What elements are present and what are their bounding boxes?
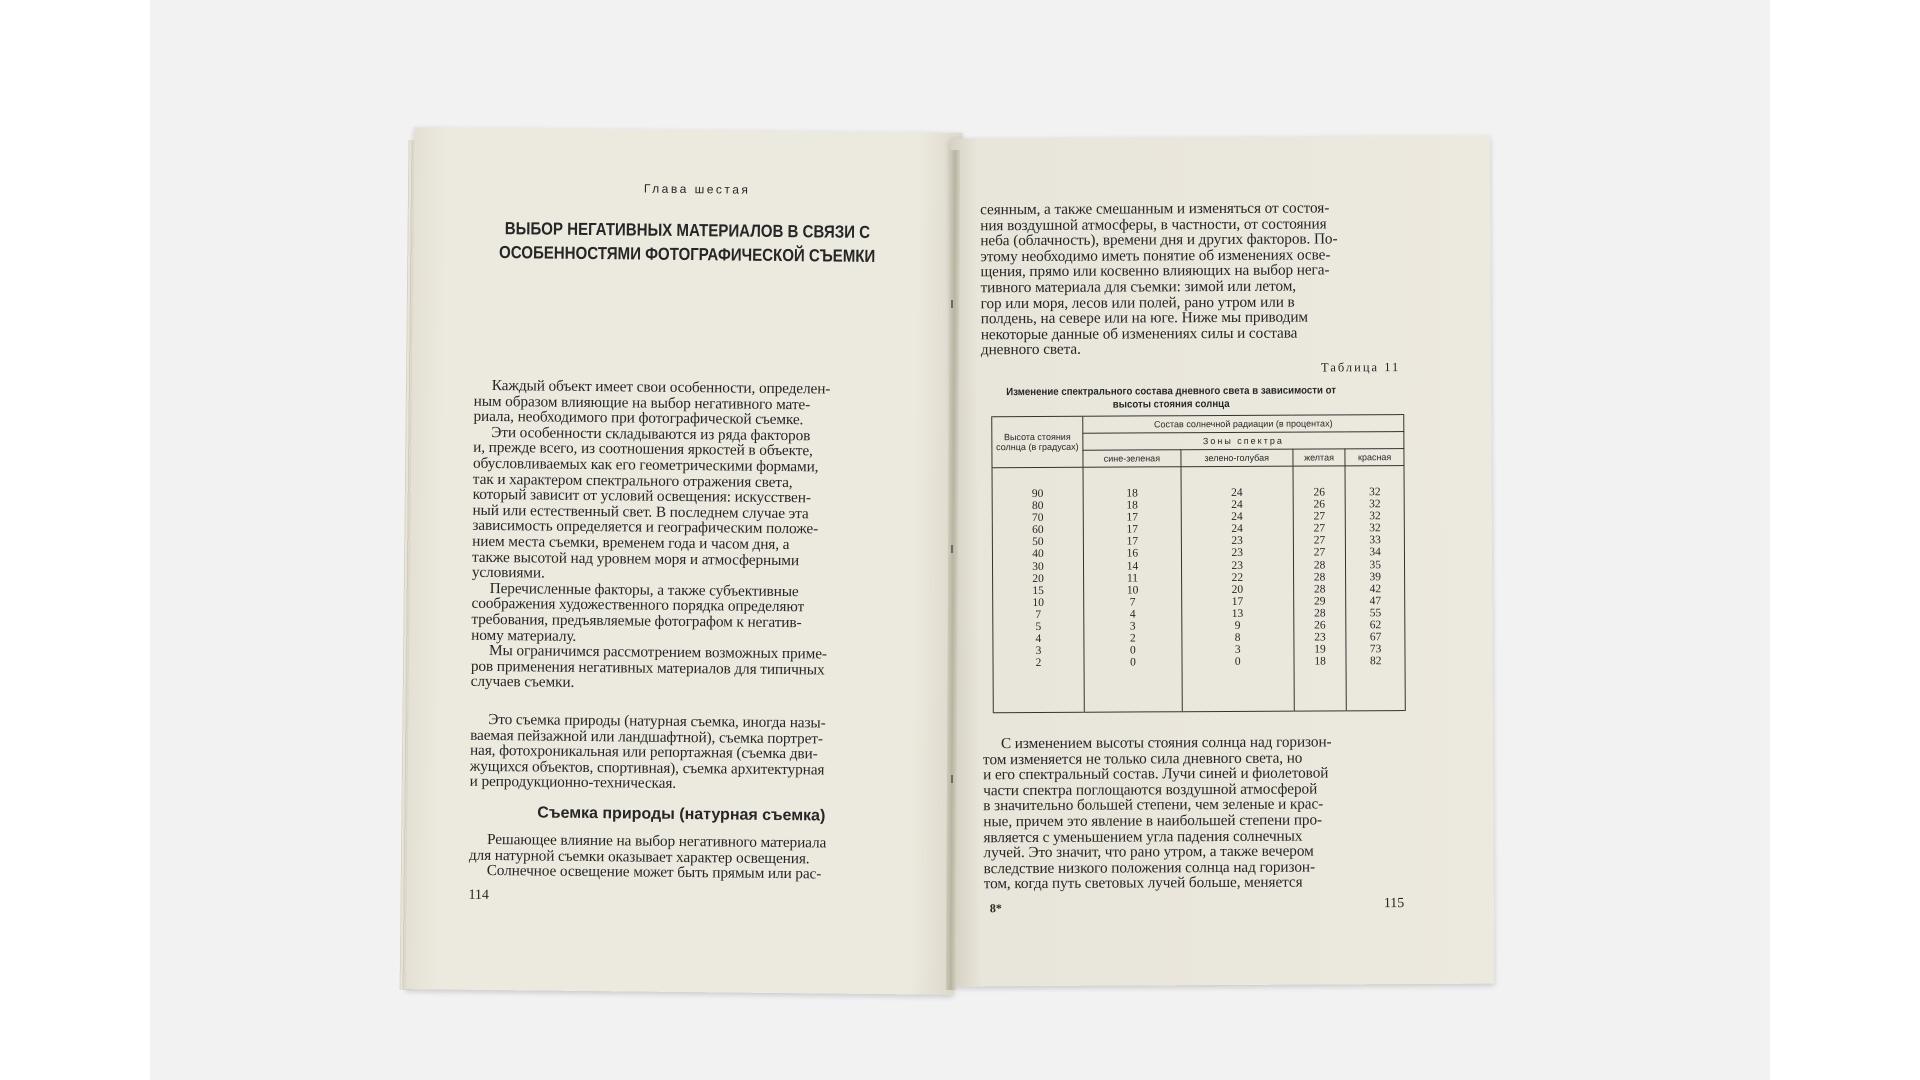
text-line: дневного света. — [980, 341, 1081, 359]
chapter-title: ВЫБОР НЕГАТИВНЫХ МАТЕРИАЛОВ В СВЯЗИ С ОСОБЕННОСТЯМИ ФОТОГРАФИЧЕСКОЙ СЪЕМКИ — [498, 218, 876, 266]
table-col-header: красная — [1345, 449, 1404, 466]
text-line: Эти особенности складываются из ряда факторов — [491, 423, 811, 445]
text-line: в значительно большей степени, чем зеленые и крас- — [983, 795, 1324, 815]
text-line: жущихся объектов, спортивная), съемка архитектурная — [469, 757, 825, 779]
text-line: ный или естественный свет. В последнем случае эта — [472, 501, 809, 523]
table-col-header: сине-зеленая — [1083, 450, 1181, 468]
text-line: этому необходимо иметь понятие об изменениях осве- — [980, 246, 1331, 266]
text-line: Каждый объект имеет свои особенности, определен- — [491, 376, 831, 398]
binding-stitch — [951, 545, 953, 553]
text-line: и, прежде всего, из соотношения яркостей в объекте, — [473, 439, 813, 460]
text-line: ров применения негативных материалов для типичных — [470, 657, 825, 679]
text-line: соображения художественного порядка определяют — [471, 595, 805, 616]
text-line: сеянным, а также смешанным и изменяться от состоя- — [980, 199, 1330, 219]
text-line: обусловливаемых как его геометрическими формами, — [472, 454, 819, 476]
text-line: ваемая пейзажной или ландшафтной), съемка портрет- — [470, 726, 823, 748]
signature-mark: 8* — [989, 901, 1002, 916]
page-number: 115 — [1383, 896, 1405, 912]
text-line: требования, предъявляемые фотографом к негатив- — [471, 610, 802, 632]
section-heading: Съемка природы (натурная съемка) — [537, 804, 826, 825]
text-line: ния воздушной атмосферы, в частности, от состояния — [980, 215, 1327, 234]
text-line: условиями. — [471, 563, 545, 582]
text-line: нием места съемки, временем года и часом дня, а — [472, 532, 790, 554]
left-page — [406, 127, 963, 995]
table-header-height: Высота стояния солнца (в градусах) — [992, 416, 1083, 467]
text-line: который зависит от условий освещения: искусствен- — [472, 485, 811, 507]
text-line: ному материалу. — [471, 626, 577, 645]
table-column-blue-green: 18 18 17 17 17 16 14 11 10 7 4 3 2 0 0 — [1083, 467, 1182, 713]
text-line: вследствие низкого положения солнца над горизон- — [983, 858, 1315, 878]
text-line: и репродукционно-техническая. — [469, 773, 677, 793]
text-line: неба (облачность), времени дня и других факторов. По- — [980, 230, 1338, 250]
text-line: случаев съемки. — [470, 673, 575, 692]
text-line: С изменением высоты стояния солнца над горизон- — [1000, 733, 1332, 753]
table-col-header: зелено-голубая — [1181, 449, 1293, 467]
page-number: 114 — [468, 887, 490, 903]
text-line: тивного материала для съемки: зимой или летом, — [980, 277, 1297, 297]
text-line: некоторые данные об изменениях силы и состава — [980, 324, 1298, 344]
left-body-text-2 — [470, 712, 826, 794]
table-column-green-blue: 24 24 24 24 23 23 23 22 20 17 13 9 8 3 0 — [1181, 466, 1294, 712]
text-line: том, когда путь световых лучей больше, меняется — [983, 873, 1303, 893]
text-line: ная, фотохроникальная или репортажная (съемка дви- — [469, 741, 818, 763]
table-column-red: 32 32 32 32 33 34 35 39 42 47 55 62 67 73 82 — [1345, 466, 1405, 711]
right-page — [950, 136, 1494, 987]
text-line: гор или моря, лесов или полей, рано утром или в — [980, 293, 1295, 312]
table-column-heights: 90 80 70 60 50 40 30 20 15 10 7 5 4 3 2 — [992, 467, 1084, 712]
text-line: том изменяется не только сила дневного света, но — [982, 749, 1303, 768]
left-body-text — [471, 378, 831, 694]
text-line: Решающее влияние на выбор негативного материала — [486, 830, 827, 852]
text-line: Солнечное освещение может быть прямым или рас- — [486, 862, 822, 883]
right-body-text — [980, 200, 1338, 358]
text-line: части спектра поглощаются воздушной атмосферой — [983, 780, 1318, 800]
text-line: Мы ограничимся рассмотрением возможных приме- — [488, 642, 828, 663]
text-line: ным образом влияющие на выбор негативного мате- — [473, 392, 811, 413]
table-caption: Изменение спектрального состава дневного света в зависимости от высоты стояния солнца — [1006, 384, 1337, 411]
text-line: является с уменьшением угла падения солнечных — [983, 827, 1303, 846]
binding-stitch — [951, 300, 953, 308]
text-line: для натурной съемки оказывает характер освещения. — [468, 846, 810, 867]
text-line: также высотой над уровнем моря и атмосферными — [471, 548, 800, 569]
text-line: лучей. Это значит, что рано утром, а также вечером — [983, 842, 1314, 862]
table-label: Таблица 11 — [1320, 360, 1401, 375]
right-body-text-2 — [983, 734, 1332, 892]
text-line: так и характером спектрального отражения света, — [472, 470, 793, 491]
table-sub-header: Зоны спектра — [1083, 432, 1404, 451]
text-line: ные, причем это явление в наибольшей степени про- — [983, 811, 1323, 831]
text-line: зависимость определяется и географическим положе- — [472, 517, 819, 538]
table-col-header: желтая — [1293, 449, 1346, 466]
chapter-label: Глава шестая — [643, 181, 751, 197]
text-line: Перечисленные факторы, а также субъективные — [489, 579, 799, 600]
left-body-text-3 — [469, 832, 827, 883]
binding-stitch — [951, 775, 953, 783]
table-group-header: Состав солнечной радиации (в процентах) — [1083, 415, 1404, 434]
text-line: и его спектральный состав. Лучи синей и фиолетовой — [983, 764, 1329, 784]
text-line: щения, прямо или косвенно влияющих на выбор нега- — [980, 261, 1330, 281]
spectral-table — [991, 414, 1406, 713]
table-column-yellow: 26 26 27 27 27 27 28 28 28 29 28 26 23 19 18 — [1293, 466, 1347, 711]
text-line: полдень, на севере или на юге. Ниже мы приводим — [980, 308, 1309, 328]
text-line: риала, необходимого при фотографической съемке. — [473, 407, 804, 429]
text-line: Это съемка природы (натурная съемка, иногда назы- — [488, 710, 826, 732]
